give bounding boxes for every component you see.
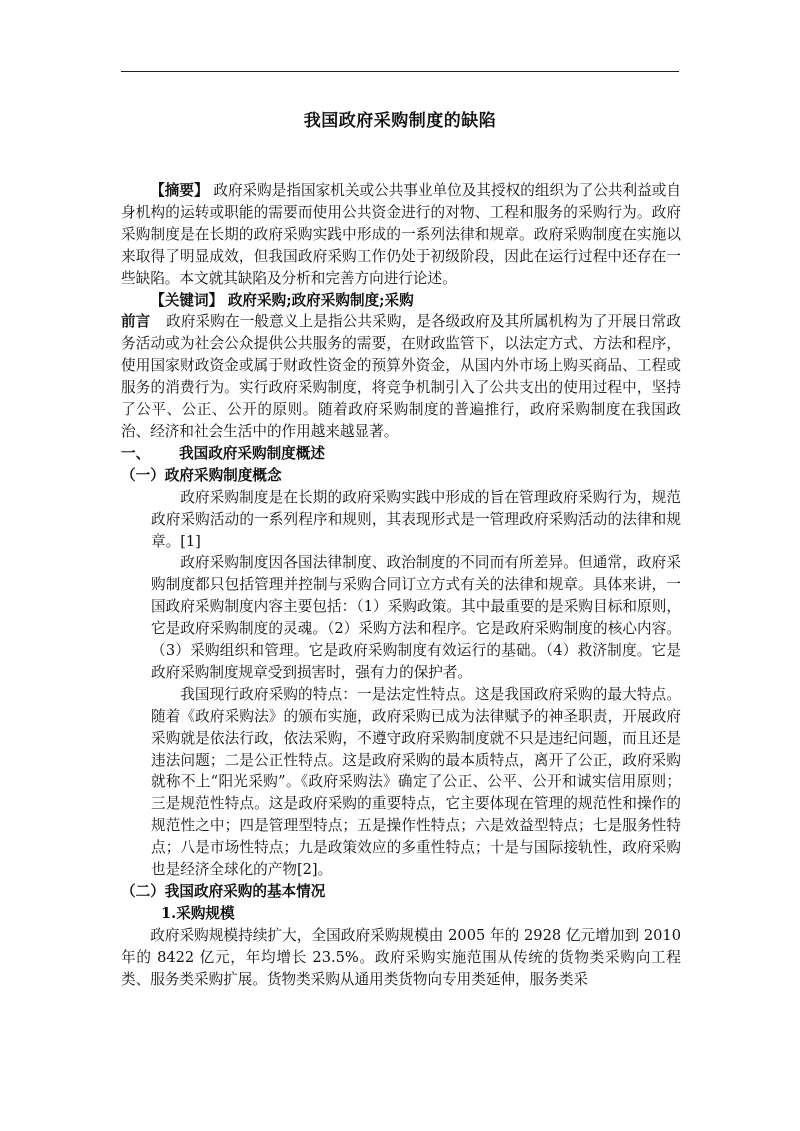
preface-paragraph <box>121 311 681 442</box>
abstract-paragraph <box>121 180 681 290</box>
subsection-1-content <box>121 487 681 881</box>
preface-label: 前言 <box>121 313 151 331</box>
document-body <box>121 180 681 991</box>
header-rule <box>121 71 679 72</box>
keywords-label: 【关键词】 <box>150 291 224 309</box>
keywords-paragraph <box>121 290 681 312</box>
paragraph: 政府采购制度是在长期的政府采购实践中形成的旨在管理政府采购行为，规范政府采购活动的一系列程序和规则，其表现形式是一管理政府采购活动的法律和规章。[1] <box>151 488 681 550</box>
section-heading <box>121 443 681 465</box>
section-title: 我国政府采购制度概述 <box>179 444 325 462</box>
keywords-text: 政府采购;政府采购制度;采购 <box>227 291 414 309</box>
paragraph: 政府采购规模持续扩大，全国政府采购规模由 2005 年的 2928 亿元增加到 2010 年的 8422 亿元，年均增长 23.5%。政府采购实施范围从传统的货物类采购向工程类、服务类采购扩展。货物类采购从通用类货物向专用类延伸，服务类采 <box>121 926 681 988</box>
sub-subsection-heading: 1.采购规模 <box>161 904 235 922</box>
paragraph: 政府采购制度因各国法律制度、政治制度的不同而有所差异。但通常，政府采购制度都只包括管理并控制与采购合同订立方式有关的法律和规章。具体来讲，一国政府采购制度内容主要包括：（1）采购政策。其中最重要的是采购目标和原则，它是政府采购制度的灵魂。（2）采购方法和程序。它是政府采购制度的核心内容。（3）采购组织和管理。它是政府采购制度有效运行的基础。（4）救济制度。它是政府采购制度规章受到损害时，强有力的保护者。 <box>151 554 681 681</box>
subsection-heading-2: （二）我国政府采购的基本情况 <box>121 883 326 900</box>
page-title: 我国政府采购制度的缺陷 <box>303 111 497 131</box>
section-number: 一、 <box>121 444 151 462</box>
abstract-label: 【摘要】 <box>150 182 209 199</box>
paragraph: 我国现行政府采购的特点：一是法定性特点。这是我国政府采购的最大特点。随着《政府采购法》的颁布实施，政府采购已成为法律赋予的神圣职责，开展政府采购就是依法行政，依法采购，不遵守政府采购制度就不只是违纪问题，而且还是违法问题；二是公正性特点。这是政府采购的最本质特点，离开了公正，政府采购就称不上“阳光采购”。《政府采购法》确定了公正、公平、公开和诚实信用原则；三是规范性特点。这是政府采购的重要特点，它主要体现在管理的规范性和操作的规范性之中；四是管理型特点；五是操作性特点；六是效益型特点；七是服务性特点；八是市场性特点；九是政策效应的多重性特点；十是与国际接轨性，政府采购也是经济全球化的产物[2]。 <box>151 685 681 879</box>
abstract-text: 政府采购是指国家机关或公共事业单位及其授权的组织为了公共利益或自身机构的运转或职能的需要而使用公共资金进行的对物、工程和服务的采购行为。政府采购制度是在长期的政府采购实践中形成的一系列法律和规章。政府采购制度在实施以来取得了明显成效，但我国政府采购工作仍处于初级阶段，因此在运行过程中还存在一些缺陷。本文就其缺陷及分析和完善方向进行论述。 <box>121 182 681 287</box>
subsection-heading-1: （一）政府采购制度概念 <box>121 466 282 484</box>
preface-text: 政府采购在一般意义上是指公共采购，是各级政府及其所属机构为了开展日常政务活动或为社会公众提供公共服务的需要，在财政监管下，以法定方式、方法和程序，使用国家财政资金或属于财政性资金的预算外资金，从国内外市场上购买商品、工程或服务的消费行为。实行政府采购制度，将竞争机制引入了公共支出的使用过程中，坚持了公平、公正、公开的原则。随着政府采购制度的普遍推行，政府采购制度在我国政治、经济和社会生活中的作用越来越显著。 <box>121 313 681 440</box>
